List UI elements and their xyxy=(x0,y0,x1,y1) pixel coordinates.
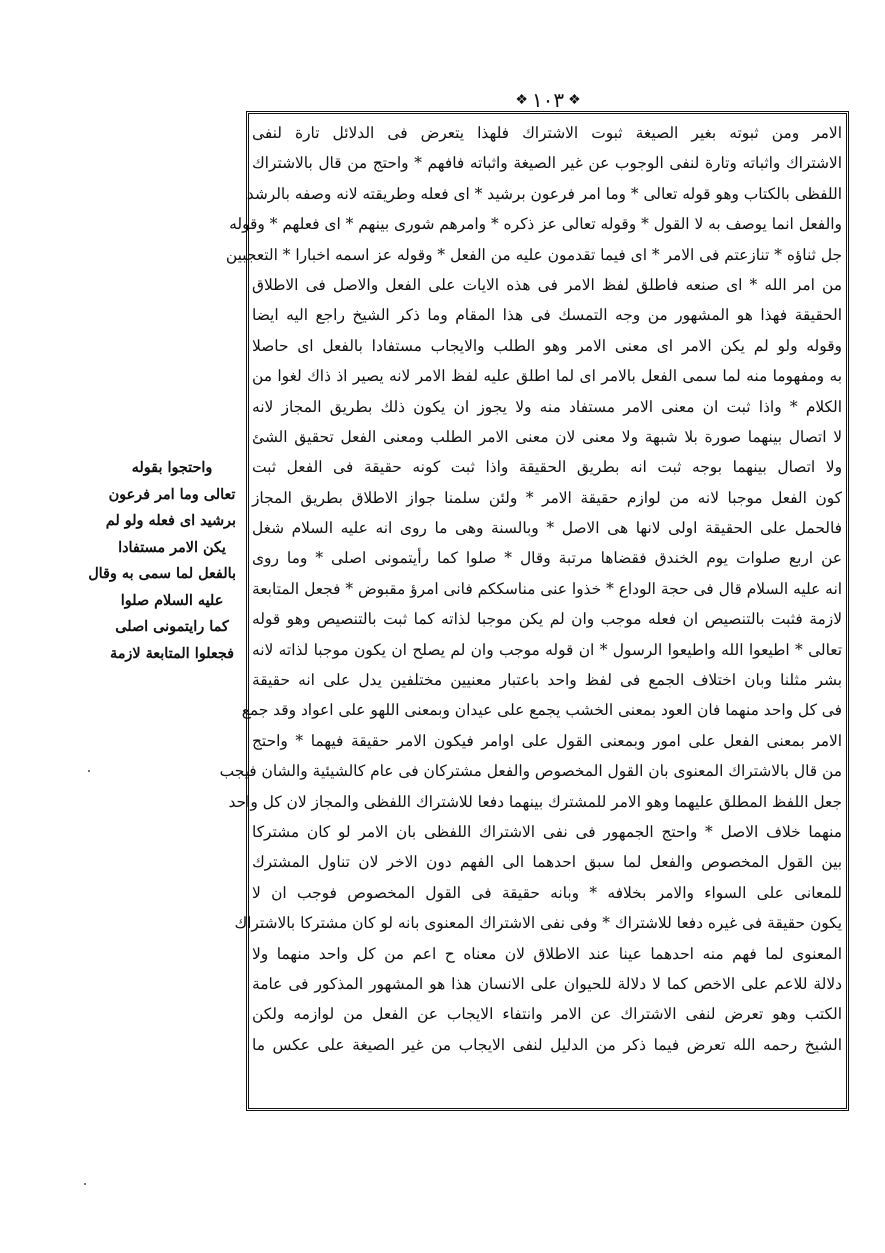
text-line: انه عليه السلام قال فى حجة الوداع * خذوا عنى مناسككم فانى امرؤ مقبوض * فجعل المتابعة xyxy=(252,579,842,598)
text-line: بين القول المخصوص والفعل لما سبق احدهما الى الفهم دون الاخر لان تناول المشترك xyxy=(252,853,842,872)
text-line: ولا اتصال بينهما بوجه ثبت انه بطريق الحقيقة واذا ثبت كونه حقيقة فى الفعل ثبت xyxy=(252,458,842,477)
text-line: الامر بمعنى الفعل على امور وبمعنى القول على اوامر فيكون الامر حقيقة فيهما * واحتج xyxy=(252,731,842,750)
page-number xyxy=(503,88,593,112)
margin-note-line: واحتجوا بقوله xyxy=(131,459,213,476)
ornament-icon: ❖ xyxy=(568,92,581,108)
text-line: المعنوى لما فهم منه احدهما عينا عند الاطلاق لان معناه ح اعم من كل واحد منهما ولا xyxy=(252,944,842,963)
text-line: جعل اللفظ المطلق عليهما وهو الامر للمشترك بينهما دفعا للاشتراك اللفظى والمجاز لان كل واحد xyxy=(228,792,842,811)
margin-note-line: يكن الامر مستفادا xyxy=(118,538,226,556)
text-line: كون الفعل موجبا لانه من لوازم حقيقة الامر * ولئن سلمنا جواز الاطلاق بطريق المجاز xyxy=(252,488,842,507)
text-line: تعالى * اطيعوا الله واطيعوا الرسول * ان قوله موجب وان لم يصلح ان يكون موجبا لذاته لانه xyxy=(252,640,842,659)
text-line: الشيخ رحمه الله تعرض فيما ذكر من الدليل لنفى الايجاب من غير الصيغة على عكس ما xyxy=(252,1035,842,1054)
text-line: لازمة فثبت بالتنصيص ان فعله موجب وان لم يكن موجبا لذاته كما ثبت بالتنصيص وهو قوله xyxy=(252,610,842,629)
margin-note xyxy=(88,455,236,705)
text-line: به ومفهوما منه لما سمى الفعل بالامر اى لما اطلق عليه لفظ الامر لانه يصير اذ ذاك لغوا من xyxy=(252,367,842,386)
text-line: من امر الله * اى صنعه فاطلق لفظ الامر فى هذه الايات على الفعل والاصل فى الاطلاق xyxy=(252,275,842,294)
text-line: فى كل واحد منهما فان العود بمعنى الخشب يجمع على عيدان وبمعنى اللهو على اعواد وقد جمع xyxy=(241,701,842,720)
text-line: يكون حقيقة فى غيره دفعا للاشتراك * وفى نفى الاشتراك المعنوى بانه لو كان مشتركا بالاشتراك xyxy=(234,914,842,933)
margin-note-line: عليه السلام صلوا xyxy=(120,591,224,609)
text-line: لا اتصال بينهما صورة بلا شبهة ولا معنى لان معنى الامر الطلب ومعنى الفعل تحقيق الشئ xyxy=(252,427,842,446)
text-line: اللفظى بالكتاب وهو قوله تعالى * وما امر فرعون برشيد * اى فعله وطريقته لانه وصفه بالرشد xyxy=(246,184,842,203)
text-line: منهما خلاف الاصل * واحتج الجمهور فى نفى الاشتراك اللفظى بان الامر لو كان مشتركا xyxy=(252,822,842,841)
page-number-text: ١٠٣ xyxy=(531,88,565,112)
margin-note-line: برشيد اى فعله ولو لم xyxy=(105,512,236,529)
speck-mark xyxy=(88,770,90,772)
margin-note-line: بالفعل لما سمى به وقال xyxy=(88,565,236,582)
text-line: للمعانى على السواء والامر بخلافه * وبانه حقيقة فى القول المخصوص فوجب ان لا xyxy=(252,883,842,902)
text-line: من قال بالاشتراك المعنوى بان القول المخصوص والفعل مشتركان فى عام كالشيئية والشان فيجب xyxy=(219,762,842,781)
text-line: الحقيقة فهذا هو المشهور من وجه التمسك فى هذا المقام وما ذكر الشيخ راجع اليه ايضا xyxy=(252,306,842,325)
ornament-icon: ❖ xyxy=(515,92,528,108)
text-line: عن اربع صلوات يوم الخندق فقضاها مرتبة وقال * صلوا كما رأيتمونى اصلى * وما روى xyxy=(252,549,842,568)
margin-note-line: تعالى وما امر فرعون xyxy=(108,485,236,503)
text-line: فالحمل على الحقيقة اولى لانها هى الاصل * وبالسنة وهى ما روى انه عليه السلام شغل xyxy=(252,519,842,538)
text-line: دلالة للاعم على الاخص كما لا دلالة للحيوان على الانسان هذا هو المشهور المذكور فى عامة xyxy=(252,974,842,993)
text-line: بشر مثلنا وبان اختلاف الجمع فى لفظ واحد باعتبار معنيين مختلفين يدل على انه حقيقة xyxy=(252,671,842,690)
text-line: وقوله ولو لم يكن الامر اى معنى الامر وهو الطلب والايجاب مستفادا بالفعل اى حاصلا xyxy=(252,336,842,355)
main-text-block xyxy=(219,118,842,1108)
text-line: جل ثناؤه * تنازعتم فى الامر * اى فيما تقدمون عليه من الفعل * وقوله عز اسمه اخبارا * التعجبين xyxy=(225,245,842,264)
text-line: الامر ومن ثبوته بغير الصيغة ثبوت الاشتراك فلهذا يتعرض فى الدلائل تارة لنفى xyxy=(252,124,842,142)
text-line: والفعل انما يوصف به لا القول * وقوله تعالى عز ذكره * وامرهم شورى بينهم * اى فعلهم * وقوله xyxy=(229,215,842,234)
text-line: الاشتراك واثباته وتارة لنفى الوجوب عن غير الصيغة واثباته فافهم * واحتج من قال بالاشتراك xyxy=(252,154,842,173)
margin-note-line: كما رايتمونى اصلى xyxy=(115,618,229,635)
margin-note-line: فجعلوا المتابعة لازمة xyxy=(110,644,234,662)
text-line: الكتب وهو تعرض لنفى الاشتراك عن الامر وانتفاء الايجاب عن الفعل من لوازمه ولكن xyxy=(252,1005,842,1024)
speck-mark xyxy=(84,1183,86,1185)
text-line: الكلام * واذا ثبت ان معنى الامر مستفاد منه ولا يجوز ان يكون ذلك بطريق المجاز لانه xyxy=(252,397,842,416)
